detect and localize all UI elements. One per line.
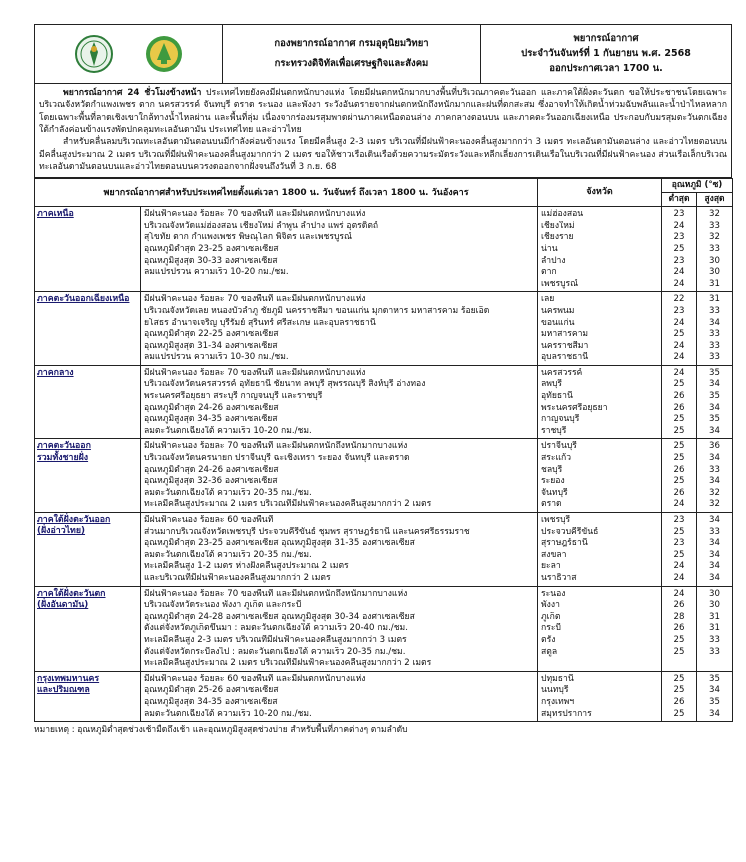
region-forecast-text xyxy=(141,671,538,721)
region-name: ภาคใต้ฝั่งตะวันตก xyxy=(37,588,106,599)
province-name: สุราษฎร์ธานี xyxy=(541,538,588,549)
region-row xyxy=(35,292,733,366)
province-name: สระแก้ว xyxy=(541,453,572,464)
province-max-temp: 34 xyxy=(709,317,720,328)
report-issue-time: ออกประกาศเวลา 1700 น. xyxy=(549,63,663,75)
forecast-line: บริเวณจังหวัดนครสวรรค์ อุทัยธานี ชัยนาท ลพบุรี สุพรรณบุรี สิงห์บุรี อ่างทอง xyxy=(144,379,426,390)
forecast-table xyxy=(34,178,733,722)
region-name: และปริมณฑล xyxy=(37,684,90,695)
province-max-temp: 30 xyxy=(709,255,720,266)
province-max-temp: 30 xyxy=(709,267,720,278)
province-list xyxy=(538,207,662,292)
forecast-summary xyxy=(34,84,732,178)
tmd-logo-icon xyxy=(74,34,114,74)
report-title: พยากรณ์อากาศ xyxy=(573,32,639,44)
province-name: มหาสารคาม xyxy=(541,329,589,340)
province-max-temp: 33 xyxy=(709,634,720,645)
province-list xyxy=(538,439,662,513)
province-max-temp: 33 xyxy=(709,352,720,363)
min-temp-list xyxy=(662,513,697,587)
region-name: ภาคกลาง xyxy=(37,367,74,378)
region-cell xyxy=(35,586,141,671)
forecast-line: อุณหภูมิสูงสุด 34-35 องศาเซลเซียส xyxy=(144,414,278,425)
forecast-line: ลมตะวันตกเฉียงใต้ ความเร็ว 20-35 กม./ชม. xyxy=(144,487,312,498)
province-max-temp: 32 xyxy=(709,232,720,243)
province-name: เพชรบุรี xyxy=(541,515,571,525)
region-name: (ฝั่งอ่าวไทย) xyxy=(37,526,86,537)
province-max-temp: 34 xyxy=(709,402,720,413)
report-info-block xyxy=(481,25,731,83)
province-name: เลย xyxy=(541,294,555,305)
province-max-temp: 36 xyxy=(709,441,720,452)
province-min-temp: 26 xyxy=(673,623,685,634)
province-min-temp: 24 xyxy=(673,367,685,378)
province-name: ประจวบคีรีขันธ์ xyxy=(541,526,599,537)
min-temp-list xyxy=(662,671,697,721)
region-row xyxy=(35,586,733,671)
province-min-temp: 26 xyxy=(673,600,685,611)
region-row xyxy=(35,439,733,513)
province-list xyxy=(538,292,662,366)
province-max-temp: 34 xyxy=(709,476,720,487)
province-min-temp: 23 xyxy=(673,255,685,266)
region-cell xyxy=(35,365,141,439)
region-cell xyxy=(35,207,141,292)
document-header xyxy=(34,24,732,84)
region-cell xyxy=(35,439,141,513)
province-name: สตูล xyxy=(541,646,558,657)
province-max-temp: 35 xyxy=(709,414,720,425)
forecast-line: ทะเลมีคลื่นสูง 1-2 เมตร ห่างฝั่งคลื่นสูงประมาณ 2 เมตร xyxy=(144,561,349,572)
province-max-temp: 33 xyxy=(709,329,720,340)
province-min-temp: 25 xyxy=(673,414,685,425)
region-forecast-text xyxy=(141,292,538,366)
province-list xyxy=(538,365,662,439)
province-name: ขอนแก่น xyxy=(541,317,575,328)
summary-paragraph-2: สำหรับคลื่นลมบริเวณทะเลอันดามันตอนบนมีกำลังค่อนข้างแรง โดยมีคลื่นสูง 2-3 เมตร บริเวณที่มีฝนฟ้าคะนองคลื่นสูงมากกว่า 3 เมตร ทะเลอันดามันตอนล่าง และอ่าวไทยตอนบนมีคลื่นสูงประมาณ 2 เมตร บริเวณที่มีฝนฟ้าคะนองคลื่นสูงมากกว่า 2 เมตร ขอให้ชาวเรือเดินเรือด้วยความระมัดระวังและหลีกเลี่ยงการเดินเรือในบริเวณที่มีฝนฟ้าคะนอง ส่วนเรือเล็กบริเวณทะเลอันดามันตอนบนและอ่าวไทยตอนบนควรงดออกจากฝั่งจนถึงวันที่ 3 ก.ย. 68 xyxy=(39,137,727,173)
forecast-line: มีฝนฟ้าคะนอง ร้อยละ 60 ของพื้นที่ และมีฝนตกหนักบางแห่ง xyxy=(144,673,366,684)
forecast-line: พระนครศรีอยุธยา สระบุรี กาญจนบุรี และราชบุรี xyxy=(144,391,323,402)
province-name: ตรัง xyxy=(541,634,556,645)
province-name: นครสวรรค์ xyxy=(541,367,583,378)
province-min-temp: 25 xyxy=(673,646,685,657)
province-max-temp: 31 xyxy=(709,623,720,634)
province-min-temp: 26 xyxy=(673,402,685,413)
province-name: กรุงเทพฯ xyxy=(541,696,575,707)
max-temp-list xyxy=(697,439,733,513)
province-name: สมุทรปราการ xyxy=(541,708,592,719)
province-min-temp: 26 xyxy=(673,391,685,402)
region-forecast-text xyxy=(141,586,538,671)
forecast-line: ตั้งแต่จังหวัดภูเก็ตขึ้นมา : ลมตะวันตกเฉียงใต้ ความเร็ว 20-40 กม./ชม. xyxy=(144,623,408,634)
forecast-line: มีฝนฟ้าคะนอง ร้อยละ 60 ของพื้นที่ xyxy=(144,515,274,525)
province-min-temp: 23 xyxy=(673,232,685,243)
temperature-column-header: อุณหภูมิ (°ซ) xyxy=(662,179,733,193)
province-name: ภูเก็ต xyxy=(541,611,561,622)
forecast-column-header: พยากรณ์อากาศสำหรับประเทศไทยตั้งแต่เวลา 1800 น. วันจันทร์ ถึงเวลา 1800 น. วันอังคาร xyxy=(35,179,538,207)
province-name: อุทัยธานี xyxy=(541,391,573,402)
province-min-temp: 25 xyxy=(673,526,685,537)
province-min-temp: 23 xyxy=(673,515,685,525)
region-forecast-text xyxy=(141,439,538,513)
min-temp-list xyxy=(662,365,697,439)
province-max-temp: 31 xyxy=(709,294,720,305)
forecast-line: และบริเวณที่มีฝนฟ้าคะนองคลื่นสูงมากกว่า 2 เมตร xyxy=(144,572,331,583)
province-max-temp: 33 xyxy=(709,220,720,231)
max-temp-list xyxy=(697,671,733,721)
summary-text-1: ประเทศไทยยังคงมีฝนตกหนักบางแห่ง โดยมีฝนตกหนักมากบางพื้นที่บริเวณภาคตะวันออก และภาคใต้ฝั่งตะวันตก ขอให้ประชาชนโดยเฉพาะบริเวณจังหวัดกำแพงเพชร ตาก นครสวรรค์ จันทบุรี ตราด ระนอง และพังงา ระวังอันตรายจากฝนตกหนักถึงหนักมากและฝนที่ตกสะสม ซึ่งอาจทำให้เกิดน้ำท่วมฉับพลันและน้ำป่าไหลหลาก โดยเฉพาะพื้นที่ลาดเชิงเขาใกล้ทางน้ำไหลผ่าน และพื้นที่ลุ่ม เนื่องจากร่องมรสุมพาดผ่านภาคเหนือตอนล่าง ภาคกลางตอนบน และภาคตะวันออกเฉียงเหนือ ประกอบกับมรสุมตะวันตกเฉียงใต้กำลังค่อนข้างแรงพัดปกคลุมทะเลอันดามัน ประเทศไทย และอ่าวไทย xyxy=(39,88,727,136)
province-min-temp: 24 xyxy=(673,572,685,583)
forecast-line: ทะเลมีคลื่นสูงประมาณ 2 เมตร บริเวณที่มีฝนฟ้าคะนองคลื่นสูงมากกว่า 2 เมตร xyxy=(144,499,432,510)
forecast-line: อุณหภูมิต่ำสุด 24-26 องศาเซลเซียส xyxy=(144,402,279,413)
province-min-temp: 24 xyxy=(673,352,685,363)
max-temp-list xyxy=(697,586,733,671)
province-name: นราธิวาส xyxy=(541,572,577,583)
province-list xyxy=(538,671,662,721)
summary-lead: พยากรณ์อากาศ 24 ชั่วโมงข้างหน้า xyxy=(63,88,202,98)
province-min-temp: 23 xyxy=(673,209,685,220)
province-name: ชลบุรี xyxy=(541,464,563,475)
forecast-line: อุณหภูมิต่ำสุด 24-28 องศาเซลเซียส อุณหภูมิสูงสุด 30-34 องศาเซลเซียส xyxy=(144,611,415,622)
province-min-temp: 25 xyxy=(673,329,685,340)
province-min-temp: 23 xyxy=(673,538,685,549)
province-max-temp: 33 xyxy=(709,305,720,316)
province-min-temp: 25 xyxy=(673,708,685,719)
forecast-line: ลมตะวันตกเฉียงใต้ ความเร็ว 10-20 กม./ชม. xyxy=(144,425,312,436)
province-name: ปราจีนบุรี xyxy=(541,441,577,452)
region-name: (ฝั่งอันดามัน) xyxy=(37,599,89,610)
province-column-header: จังหวัด xyxy=(538,179,662,207)
max-temp-list xyxy=(697,365,733,439)
department-block xyxy=(223,25,481,83)
footnote: หมายเหตุ : อุณหภูมิต่ำสุดช่วงเช้ามืดถึงเช้า และอุณหภูมิสูงสุดช่วงบ่าย สำหรับพื้นที่ภาคต่างๆ ตามลำดับ xyxy=(34,725,408,736)
province-min-temp: 25 xyxy=(673,379,685,390)
forecast-line: ลมแปรปรวน ความเร็ว 10-30 กม./ชม. xyxy=(144,352,289,363)
province-min-temp: 25 xyxy=(673,685,685,696)
province-min-temp: 25 xyxy=(673,441,685,452)
region-forecast-text xyxy=(141,365,538,439)
province-name: ลพบุรี xyxy=(541,379,563,390)
province-max-temp: 32 xyxy=(709,499,720,510)
region-name: รวมทั้งชายฝั่ง xyxy=(37,452,89,463)
province-max-temp: 32 xyxy=(709,209,720,220)
province-max-temp: 34 xyxy=(709,561,720,572)
province-min-temp: 23 xyxy=(673,305,685,316)
region-cell xyxy=(35,292,141,366)
forecast-line: อุณหภูมิต่ำสุด 22-25 องศาเซลเซียส xyxy=(144,329,279,340)
forecast-line: ลมตะวันตกเฉียงใต้ ความเร็ว 20-35 กม./ชม. xyxy=(144,549,312,560)
logo-area xyxy=(35,25,223,83)
province-min-temp: 25 xyxy=(673,476,685,487)
forecast-line: มีฝนฟ้าคะนอง ร้อยละ 70 ของพื้นที่ และมีฝนตกหนักถึงหนักมากบางแห่ง xyxy=(144,588,408,599)
min-temp-list xyxy=(662,292,697,366)
province-name: อุบลราชธานี xyxy=(541,352,589,363)
province-min-temp: 25 xyxy=(673,549,685,560)
region-forecast-text xyxy=(141,207,538,292)
province-min-temp: 25 xyxy=(673,634,685,645)
province-min-temp: 24 xyxy=(673,499,685,510)
province-min-temp: 24 xyxy=(673,561,685,572)
forecast-line: บริเวณจังหวัดระนอง พังงา ภูเก็ต และกระบี่ xyxy=(144,600,302,611)
province-max-temp: 33 xyxy=(709,243,720,254)
province-min-temp: 25 xyxy=(673,453,685,464)
forecast-line: ทะเลมีคลื่นสูงประมาณ 2 เมตร บริเวณที่มีฝนฟ้าคะนองคลื่นสูงมากกว่า 2 เมตร xyxy=(144,658,432,669)
province-max-temp: 35 xyxy=(709,367,720,378)
province-name: จันทบุรี xyxy=(541,487,568,498)
department-name: กองพยากรณ์อากาศ กรมอุตุนิยมวิทยา xyxy=(274,37,429,49)
max-temp-header: สูงสุด xyxy=(697,193,733,207)
region-name: ภาคตะวันออก xyxy=(37,441,91,452)
forecast-line: ส่วนมากบริเวณจังหวัดเพชรบุรี ประจวบคีรีขันธ์ ชุมพร สุราษฎร์ธานี และนครศรีธรรมราช xyxy=(144,526,470,537)
province-max-temp: 33 xyxy=(709,646,720,657)
province-name: สงขลา xyxy=(541,549,567,560)
province-max-temp: 34 xyxy=(709,572,720,583)
region-row xyxy=(35,671,733,721)
forecast-line: อุณหภูมิต่ำสุด 25-26 องศาเซลเซียส xyxy=(144,685,279,696)
province-max-temp: 30 xyxy=(709,600,720,611)
province-max-temp: 34 xyxy=(709,515,720,525)
province-name: พระนครศรีอยุธยา xyxy=(541,402,608,413)
province-name: น่าน xyxy=(541,243,558,254)
province-list xyxy=(538,513,662,587)
province-min-temp: 25 xyxy=(673,425,685,436)
province-max-temp: 35 xyxy=(709,696,720,707)
province-name: นนทบุรี xyxy=(541,685,569,696)
forecast-line: อุณหภูมิสูงสุด 31-34 องศาเซลเซียส xyxy=(144,340,278,351)
forecast-line: ยโสธร อำนาจเจริญ บุรีรัมย์ สุรินทร์ ศรีสะเกษ และอุบลราชธานี xyxy=(144,317,376,328)
province-min-temp: 24 xyxy=(673,220,685,231)
forecast-line: ตั้งแต่จังหวัดกระบี่ลงไป : ลมตะวันตกเฉียงใต้ ความเร็ว 20-35 กม./ชม. xyxy=(144,646,406,657)
forecast-line: อุณหภูมิต่ำสุด 23-25 องศาเซลเซียส xyxy=(144,243,279,254)
province-min-temp: 26 xyxy=(673,696,685,707)
province-max-temp: 33 xyxy=(709,340,720,351)
forecast-line: อุณหภูมิต่ำสุด 24-26 องศาเซลเซียส xyxy=(144,464,279,475)
province-min-temp: 24 xyxy=(673,278,685,289)
min-temp-list xyxy=(662,586,697,671)
report-date: ประจำวันจันทร์ที่ 1 กันยายน พ.ศ. 2568 xyxy=(521,47,691,59)
province-max-temp: 31 xyxy=(709,611,720,622)
region-name: ภาคเหนือ xyxy=(37,209,74,220)
province-max-temp: 35 xyxy=(709,673,720,684)
forecast-line: บริเวณจังหวัดเลย หนองบัวลำภู ชัยภูมิ นครราชสีมา ขอนแก่น มุกดาหาร มหาสารคาม ร้อยเอ็ด xyxy=(144,305,490,316)
province-max-temp: 30 xyxy=(709,588,720,599)
province-max-temp: 33 xyxy=(709,464,720,475)
min-temp-header: ต่ำสุด xyxy=(662,193,697,207)
forecast-table-body xyxy=(35,207,733,722)
region-name: ภาคตะวันออกเฉียงเหนือ xyxy=(37,294,130,305)
province-min-temp: 22 xyxy=(673,294,685,305)
province-name: ราชบุรี xyxy=(541,425,567,436)
province-name: ปทุมธานี xyxy=(541,673,574,684)
forecast-line: มีฝนฟ้าคะนอง ร้อยละ 70 ของพื้นที่ และมีฝนตกหนักบางแห่ง xyxy=(144,367,366,378)
province-min-temp: 26 xyxy=(673,487,685,498)
province-max-temp: 34 xyxy=(709,453,720,464)
forecast-line: ลมแปรปรวน ความเร็ว 10-20 กม./ชม. xyxy=(144,267,289,278)
province-name: กระบี่ xyxy=(541,623,561,634)
province-max-temp: 34 xyxy=(709,425,720,436)
forecast-line: บริเวณจังหวัดนครนายก ปราจีนบุรี ฉะเชิงเทรา ระยอง จันทบุรี และตราด xyxy=(144,453,410,464)
forecast-line: บริเวณจังหวัดแม่ฮ่องสอน เชียงใหม่ ลำพูน ลำปาง แพร่ อุตรดิตถ์ xyxy=(144,220,379,231)
forecast-line: มีฝนฟ้าคะนอง ร้อยละ 70 ของพื้นที่ และมีฝนตกหนักบางแห่ง xyxy=(144,209,366,220)
forecast-line: อุณหภูมิสูงสุด 34-35 องศาเซลเซียส xyxy=(144,696,278,707)
province-name: แม่ฮ่องสอน xyxy=(541,209,584,220)
province-name: ระยอง xyxy=(541,476,565,487)
province-name: ระนอง xyxy=(541,588,566,599)
forecast-line: ทะเลมีคลื่นสูง 2-3 เมตร บริเวณที่มีฝนฟ้าคะนองคลื่นสูงมากกว่า 3 เมตร xyxy=(144,634,407,645)
province-name: ตราด xyxy=(541,499,562,510)
province-min-temp: 24 xyxy=(673,588,685,599)
province-max-temp: 34 xyxy=(709,685,720,696)
summary-paragraph-1 xyxy=(39,87,727,136)
region-cell xyxy=(35,513,141,587)
forecast-line: สุโขทัย ตาก กำแพงเพชร พิษณุโลก พิจิตร และเพชรบูรณ์ xyxy=(144,232,352,243)
region-row xyxy=(35,207,733,292)
province-max-temp: 35 xyxy=(709,391,720,402)
province-name: นครพนม xyxy=(541,305,575,316)
province-max-temp: 34 xyxy=(709,538,720,549)
province-max-temp: 34 xyxy=(709,549,720,560)
ministry-name: กระทรวงดิจิทัลเพื่อเศรษฐกิจและสังคม xyxy=(274,58,429,69)
max-temp-list xyxy=(697,207,733,292)
province-name: นครราชสีมา xyxy=(541,340,589,351)
province-min-temp: 24 xyxy=(673,317,685,328)
region-name: ภาคใต้ฝั่งตะวันออก xyxy=(37,515,111,525)
province-min-temp: 24 xyxy=(673,267,685,278)
forecast-line: อุณหภูมิสูงสุด 32-36 องศาเซลเซียส xyxy=(144,476,278,487)
province-max-temp: 33 xyxy=(709,526,720,537)
province-name: เชียงราย xyxy=(541,232,574,243)
province-max-temp: 32 xyxy=(709,487,720,498)
province-min-temp: 26 xyxy=(673,464,685,475)
region-row xyxy=(35,365,733,439)
region-forecast-text xyxy=(141,513,538,587)
min-temp-list xyxy=(662,439,697,513)
max-temp-list xyxy=(697,292,733,366)
province-name: เพชรบูรณ์ xyxy=(541,278,579,289)
province-min-temp: 25 xyxy=(673,243,685,254)
province-name: กาญจนบุรี xyxy=(541,414,580,425)
forecast-line: อุณหภูมิสูงสุด 30-33 องศาเซลเซียส xyxy=(144,255,278,266)
province-max-temp: 34 xyxy=(709,379,720,390)
province-name: เชียงใหม่ xyxy=(541,220,575,231)
province-min-temp: 24 xyxy=(673,340,685,351)
region-row xyxy=(35,513,733,587)
province-name: ลำปาง xyxy=(541,255,566,266)
province-name: ตาก xyxy=(541,267,557,278)
province-max-temp: 31 xyxy=(709,278,720,289)
forecast-line: มีฝนฟ้าคะนอง ร้อยละ 70 ของพื้นที่ และมีฝนตกหนักบางแห่ง xyxy=(144,294,366,305)
forecast-line: อุณหภูมิต่ำสุด 23-25 องศาเซลเซียส อุณหภูมิสูงสุด 31-35 องศาเซลเซียส xyxy=(144,538,415,549)
max-temp-list xyxy=(697,513,733,587)
province-name: พังงา xyxy=(541,600,560,611)
ministry-logo-icon xyxy=(144,34,184,74)
region-cell xyxy=(35,671,141,721)
province-min-temp: 28 xyxy=(673,611,685,622)
forecast-line: ลมตะวันตกเฉียงใต้ ความเร็ว 10-20 กม./ชม. xyxy=(144,708,312,719)
province-min-temp: 25 xyxy=(673,673,685,684)
province-max-temp: 34 xyxy=(709,708,720,719)
min-temp-list xyxy=(662,207,697,292)
province-list xyxy=(538,586,662,671)
province-name: ยะลา xyxy=(541,561,561,572)
region-name: กรุงเทพมหานคร xyxy=(37,673,100,684)
forecast-line: มีฝนฟ้าคะนอง ร้อยละ 70 ของพื้นที่ และมีฝนตกหนักถึงหนักมากบางแห่ง xyxy=(144,441,408,452)
